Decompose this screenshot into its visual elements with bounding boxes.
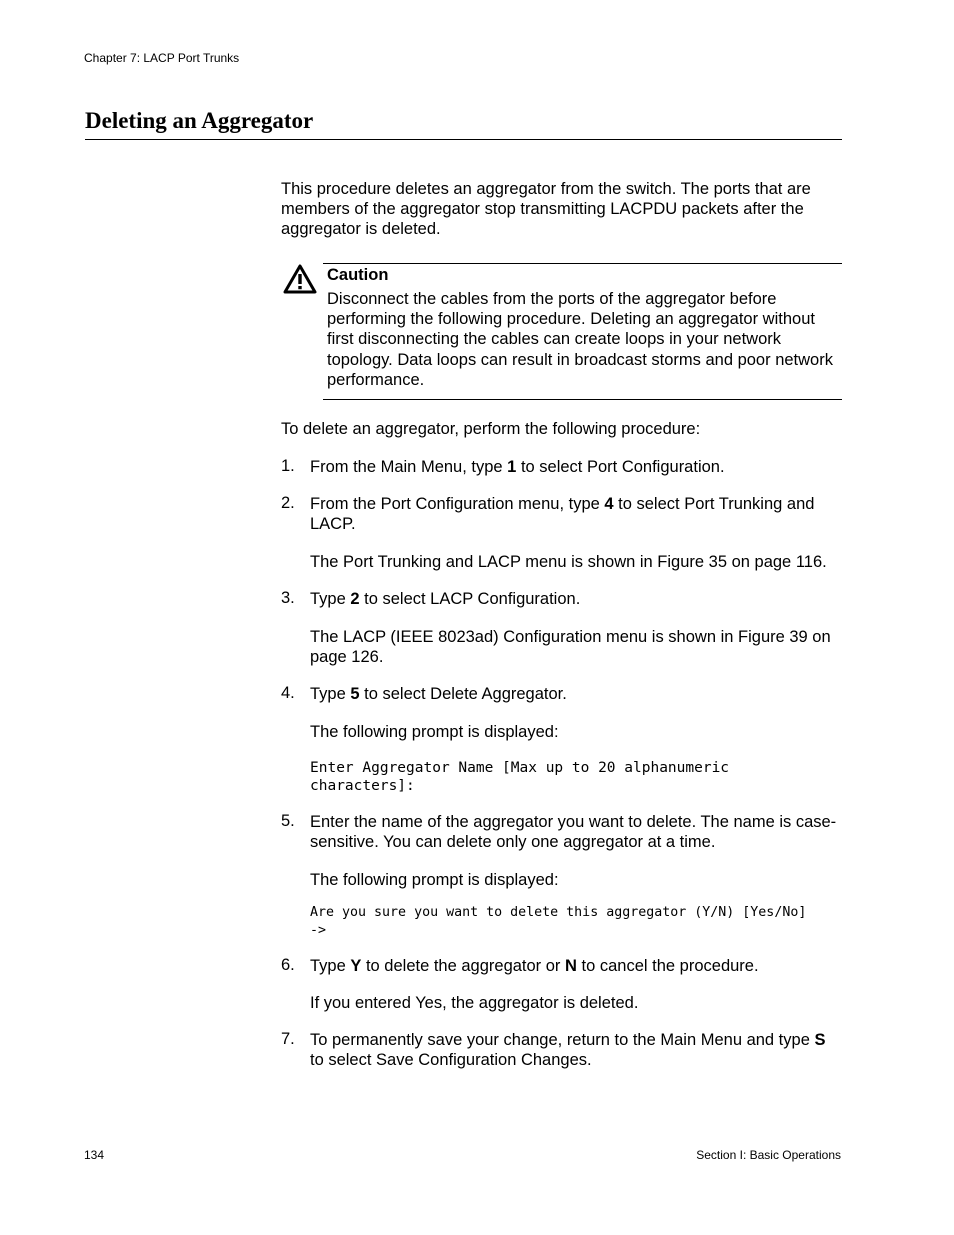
procedure-lead: To delete an aggregator, perform the following procedure: bbox=[281, 420, 701, 438]
step-text: Type 5 to select Delete Aggregator. bbox=[310, 685, 567, 703]
caution-bottom-divider bbox=[323, 399, 842, 400]
step-note: The following prompt is displayed: bbox=[310, 871, 559, 889]
step-number: 4. bbox=[281, 684, 295, 702]
step-note: If you entered Yes, the aggregator is deleted. bbox=[310, 994, 639, 1012]
step-number: 6. bbox=[281, 956, 295, 974]
step-text: From the Main Menu, type 1 to select Port Configuration. bbox=[310, 458, 725, 476]
footer-section: Section I: Basic Operations bbox=[696, 1148, 841, 1162]
running-header: Chapter 7: LACP Port Trunks bbox=[84, 51, 240, 65]
caution-top-divider bbox=[323, 263, 842, 264]
step-text: Enter the name of the aggregator you want to delete. The name is case-sensitive. You can delete only one aggregator at a time. bbox=[310, 813, 837, 852]
step-text: From the Port Configuration menu, type 4 to select Port Trunking and LACP. bbox=[310, 495, 815, 534]
caution-heading: Caution bbox=[327, 266, 389, 284]
step-note: The Port Trunking and LACP menu is shown in Figure 35 on page 116. bbox=[310, 553, 827, 571]
step-text: Type 2 to select LACP Configuration. bbox=[310, 590, 581, 608]
step-number: 2. bbox=[281, 494, 295, 512]
code-prompt: Are you sure you want to delete this aggregator (Y/N) [Yes/No] -> bbox=[310, 905, 807, 938]
step-number: 1. bbox=[281, 457, 295, 475]
step-note: The LACP (IEEE 8023ad) Configuration menu is shown in Figure 39 on page 126. bbox=[310, 628, 831, 667]
title-divider bbox=[85, 139, 842, 140]
step-text: Type Y to delete the aggregator or N to cancel the procedure. bbox=[310, 957, 759, 975]
page-number: 134 bbox=[84, 1148, 105, 1162]
step-number: 3. bbox=[281, 589, 295, 607]
step-note: The following prompt is displayed: bbox=[310, 723, 559, 741]
caution-text: Disconnect the cables from the ports of the aggregator before performing the following procedure. Deleting an aggregator without first disconnecting the cables can create loops in your network topology. Data loops can result in broadcast storms and poor network performance. bbox=[327, 290, 833, 389]
warning-triangle-icon bbox=[283, 264, 317, 294]
code-prompt: Enter Aggregator Name [Max up to 20 alphanumeric characters]: bbox=[310, 760, 730, 794]
page-title: Deleting an Aggregator bbox=[85, 108, 314, 133]
step-number: 5. bbox=[281, 812, 295, 830]
step-number: 7. bbox=[281, 1030, 295, 1048]
intro-paragraph: This procedure deletes an aggregator from the switch. The ports that are members of the aggregator stop transmitting LACPDU packets after the aggregator is deleted. bbox=[281, 180, 811, 239]
step-text: To permanently save your change, return to the Main Menu and type S to select Save Configuration Changes. bbox=[310, 1031, 826, 1070]
